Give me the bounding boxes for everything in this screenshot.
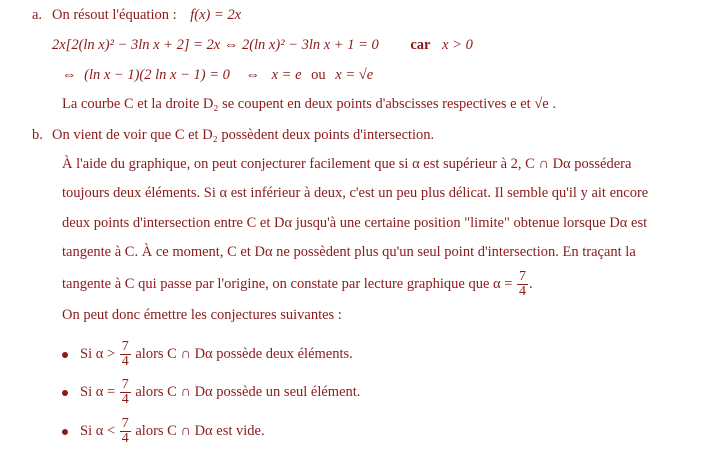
fraction-seven-quarters [120,378,131,407]
conjecture-1-pre: Si α > [80,346,116,362]
part-b-intro: On vient de voir que C et D₂ possèdent deux points d'intersection. [52,127,435,143]
equation-2-left: 2x[2(ln x)² − 3ln x + 2] = 2x [52,37,221,53]
fraction-seven-quarters [517,270,528,299]
equation-2-row [52,36,473,54]
fraction-numerator: 7 [121,377,129,393]
conjecture-1 [80,338,353,370]
equivalence-arrow-icon: ⇔ [245,67,260,83]
equivalence-arrow-icon: ⇔ [62,67,77,83]
conjecture-1-post: alors C ∩ Dα possède deux éléments. [135,346,353,362]
bullet-icon [62,429,68,435]
part-a-conclusion: La courbe C et la droite D₂ se coupent en deux points d'abscisses respectives e et √e . [62,96,556,112]
paragraph-line-5-text: tangente à C qui passe par l'origine, on constate par lecture graphique que α = [62,276,513,292]
conjecture-3-pre: Si α < [80,423,116,439]
part-a-label: a. [32,7,43,23]
paragraph-line-4: tangente à C. À ce moment, C et Dα ne possèdent plus qu'un seul point d'intersection. En traçant la [62,244,636,260]
equation-2-right: 2(ln x)² − 3ln x + 1 = 0 [241,37,379,53]
paragraph-line-2: toujours deux éléments. Si α est inférieur à deux, c'est un peu plus délicat. Il semble qu'il y ait encore [62,185,649,201]
conjecture-3 [80,415,265,447]
equation-3-row [62,66,373,84]
paragraph-line-5: tangente à C qui passe par l'origine, on constate par lecture graphique que α = $\frac{7}{4}$ . [62,269,533,300]
bullet-icon [62,390,68,396]
fraction-denominator: 4 [519,284,527,300]
paragraph-line-1: À l'aide du graphique, on peut conjecturer facilement que si α est supérieur à 2, C ∩ Dα possédera [62,156,632,172]
condition: x > 0 [442,37,473,53]
car-word: car [410,37,431,53]
fraction-numerator: 7 [121,416,129,432]
fraction-numerator: 7 [519,269,527,285]
part-a-intro [52,6,241,24]
ou-word: ou [311,67,326,83]
part-b-label: b. [32,127,43,143]
fraction-seven-quarters [120,340,131,369]
fraction-denominator: 4 [121,392,129,408]
conjecture-2-pre: Si α = [80,384,116,400]
equation-1: f(x) = 2x [190,7,242,23]
conjecture-3-post: alors C ∩ Dα est vide. [135,423,265,439]
solution-sqrt-e: x = √e [335,67,374,83]
fraction-seven-quarters [120,417,131,446]
fraction-denominator: 4 [121,431,129,447]
fraction-numerator: 7 [121,339,129,355]
bullet-icon [62,352,68,358]
conjecture-2-post: alors C ∩ Dα possède un seul élément. [135,384,361,400]
equation-3-left: (ln x − 1)(2 ln x − 1) = 0 [84,67,230,83]
fraction-denominator: 4 [121,354,129,370]
paragraph-line-3: deux points d'intersection entre C et Dα jusqu'à une certaine position "limite" obtenue lorsque Dα est [62,215,648,231]
solution-e: x = e [271,67,302,83]
part-a-intro-text: On résout l'équation : [52,7,177,23]
conjecture-2 [80,376,360,408]
conjectures-intro: On peut donc émettre les conjectures suivantes : [62,307,342,323]
equivalence-arrow-icon: ⇔ [223,37,239,53]
